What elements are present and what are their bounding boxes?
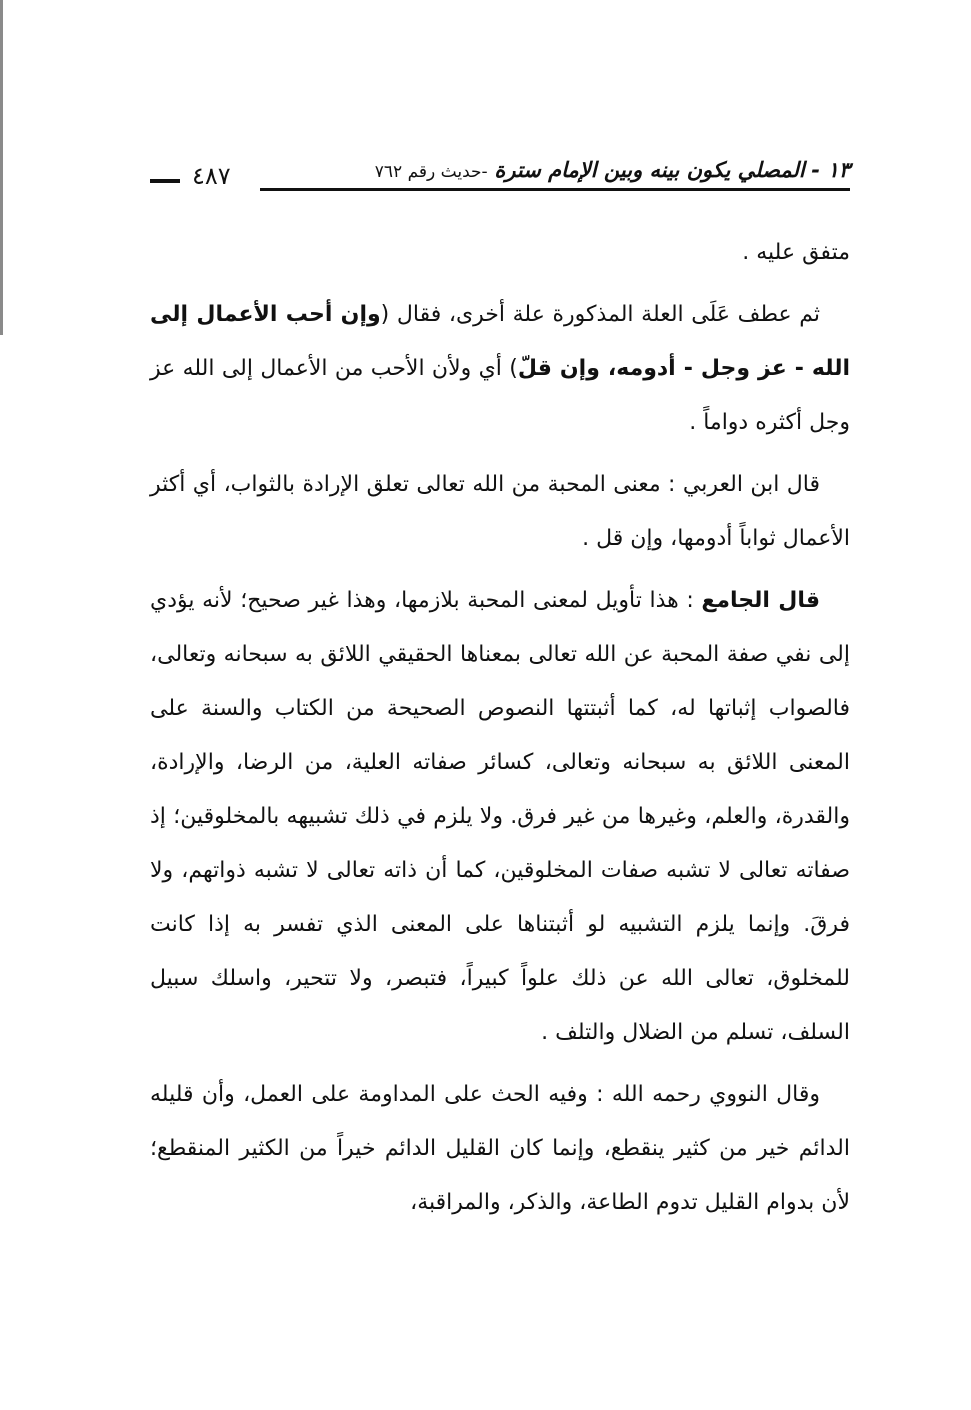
paragraph-3 — [150, 458, 850, 566]
chapter-number: ١٣ - — [811, 158, 850, 182]
paragraph-1-text: متفق عليه . — [742, 240, 850, 265]
page-number-dash — [150, 179, 180, 183]
paragraph-4-text: : هذا تأويل لمعنى المحبة بلازمها، وهذا غير صحيح؛ لأنه يؤدي إلى نفي صفة المحبة عن الله تعالى بمعناها الحقيقي اللائق به سبحانه وتعالى، فالصواب إثباتها له، كما أثبتتها النصوص الصحيحة من الكتاب والسنة على المعنى اللائق به سبحانه وتعالى، كسائر صفاته العلية، من الرضا، والإرادة، والقدرة، والعلم، وغيرها من غير فرق. ولا يلزم في ذلك تشبيهه بالمخلوقين؛ إذ صفاته تعالى لا تشبه صفات المخلوقين، كما أن ذاته تعالى لا تشبه ذواتهم، ولا فرقَ. وإنما يلزم التشبيه لو أثبتناها على المعنى الذي تفسر به إذا كانت للمخلوق، تعالى الله عن ذلك علواً كبيراً، فتبصر، ولا تتحير، واسلك سبيل السلف، تسلم من الضلال والتلف . — [150, 588, 850, 1045]
paragraph-3-text: قال ابن العربي : معنى المحبة من الله تعالى تعلق الإرادة بالثواب، أي أكثر الأعمال ثواباً أدومها، وإن قل . — [150, 472, 850, 551]
paragraph-2-text-b: ) أي ولأن الأحب من الأعمال إلى الله عز وجل أكثره دواماً . — [150, 356, 850, 435]
header-title — [375, 156, 850, 186]
hadith-reference: -حديث رقم ٧٦٢ — [374, 162, 488, 182]
paragraph-1 — [150, 226, 850, 280]
paragraph-2-bold-quote: وإن أحب الأعمال إلى الله - عز وجل - أدومه، وإن قلّ — [150, 302, 850, 381]
paragraph-5 — [150, 1068, 850, 1230]
chapter-title: المصلي يكون بينه وبين الإمام سترة — [494, 158, 805, 182]
paragraph-4 — [150, 574, 850, 1060]
paragraph-4-bold-lead: قال الجامع — [701, 588, 821, 613]
paragraph-2-text-a: ثم عطف عَلَى العلة المذكورة علة أخرى، فقال ( — [380, 302, 821, 327]
header-rule — [260, 188, 850, 191]
page-number: ٤٨٧ — [192, 162, 231, 190]
running-header — [150, 150, 850, 196]
page-body — [150, 226, 850, 1230]
paragraph-2 — [150, 288, 850, 450]
page-edge-line — [0, 0, 3, 335]
paragraph-5-text: وقال النووي رحمه الله : وفيه الحث على المداومة على العمل، وأن قليله الدائم خير من كثير ينقطع، وإنما كان القليل الدائم خيراً من الكثير المنقطع؛ لأن بدوام القليل تدوم الطاعة، والذكر، والمراقبة، — [150, 1082, 850, 1215]
